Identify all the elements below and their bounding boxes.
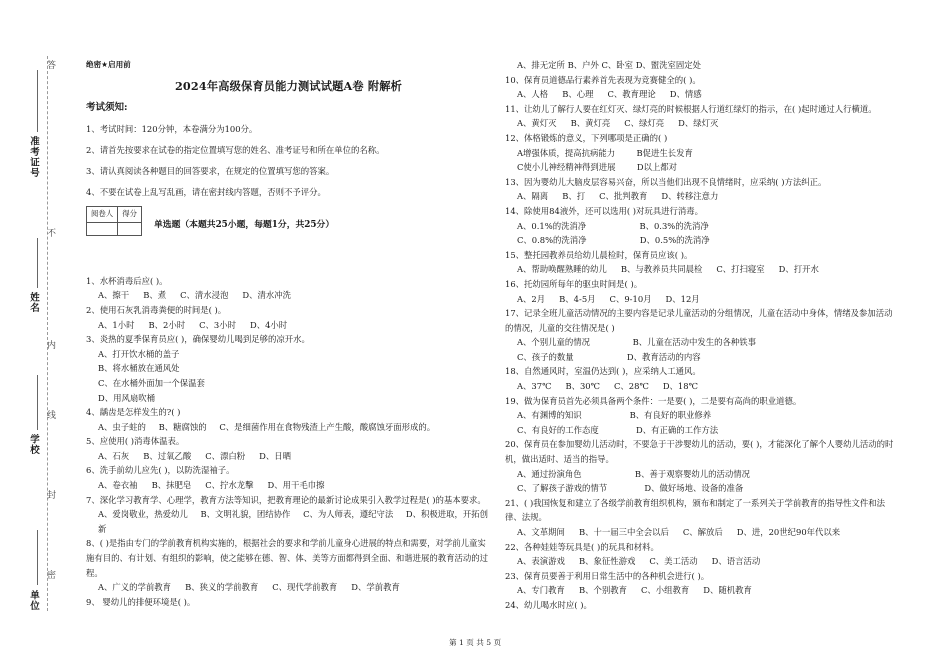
option-choice[interactable]: B、文明礼貌，团结协作: [200, 509, 291, 520]
option-choice[interactable]: A、爱岗敬业，热爱幼儿: [98, 509, 188, 520]
notice-item: 1、考试时间：120分钟，本卷满分为100分。: [86, 123, 258, 134]
option-choice[interactable]: D、12月: [665, 293, 700, 304]
option-choice[interactable]: D、日晒: [259, 450, 291, 461]
option-choice[interactable]: A、表演游戏: [517, 556, 565, 567]
question-stem: 2、使用石灰乳消毒粪便的时间是( )。: [86, 304, 227, 315]
question-stem: 4、龋齿是怎样发生的?( ): [86, 407, 181, 418]
grader-cell[interactable]: [87, 222, 118, 235]
question-stem: 9、 婴幼儿的排便环境是( )。: [86, 596, 196, 607]
option-row: [98, 288, 491, 303]
option-row: [98, 580, 491, 595]
option-choice[interactable]: B、4-5月: [559, 293, 596, 304]
question-stem: 15、整托园教养员给幼儿晨检时，保育员应该( )。: [505, 249, 693, 260]
section-title: 单选题（本题共25小题，每题1分，共25分）: [153, 220, 335, 231]
page-footer: 第 1 页 共 5 页: [448, 638, 502, 647]
option-choice[interactable]: C、漂白粉: [205, 450, 246, 461]
option-choice[interactable]: C使小儿神经精神得到进展 D以上都对: [517, 162, 678, 173]
score-table: [86, 206, 142, 236]
option-choice[interactable]: A、2月: [517, 293, 546, 304]
option-choice[interactable]: B、30℃: [565, 381, 601, 392]
option-choice[interactable]: B、2小时: [148, 319, 186, 330]
option-choice[interactable]: D、18℃: [662, 381, 698, 392]
option-choice[interactable]: C、孩子的数量 D、教育活动的内容: [517, 351, 701, 362]
score-cell[interactable]: [118, 222, 142, 235]
option-choice[interactable]: D、4小时: [250, 319, 288, 330]
option-choice[interactable]: A、虫子蛀的: [98, 421, 146, 432]
option-choice[interactable]: B、煮: [143, 290, 167, 301]
option-choice[interactable]: B、与教养员共同晨检: [620, 264, 703, 275]
notice-item: 4、不要在试卷上乱写乱画，请在密封线内答题，否则不予评分。: [86, 187, 326, 198]
secret-mark: 绝密★启用前: [86, 60, 131, 69]
option-choice[interactable]: B、象征性游戏: [578, 556, 636, 567]
seal-mark: 线: [45, 410, 55, 419]
question-stem: 1、水杯消毒后应( )。: [86, 275, 168, 286]
option-row: [517, 379, 900, 394]
option-choice[interactable]: C、现代学前教育: [272, 582, 338, 593]
unit-label: 单位: [28, 590, 39, 611]
option-choice[interactable]: B、狭义的学前教育: [185, 582, 259, 593]
option-choice[interactable]: A增强体质，提高抗病能力 B促进生长发育: [517, 147, 693, 158]
option-choice[interactable]: A、个别儿童的情况 B、儿童在活动中发生的各种铁事: [517, 337, 757, 348]
notice-heading: 考试须知:: [86, 102, 128, 114]
option-row: [98, 318, 491, 333]
option-row: [98, 420, 491, 435]
option-choice[interactable]: B、糖腐蚀的: [158, 421, 207, 432]
option-choice[interactable]: D、用风扇吹桶: [98, 392, 155, 403]
option-choice[interactable]: C、为人师表，遵纪守法: [303, 509, 394, 520]
option-choice[interactable]: C、解放后: [682, 527, 723, 537]
seal-mark: 封: [45, 490, 55, 499]
option-choice[interactable]: D、积极进取，开拓创新: [98, 509, 488, 534]
question-stem: 17、记录全班儿童活动情况的主要内容是记录儿童活动的分组情况，儿童在活动中身体，情绪及参加活动的情况，儿童的交往情况是( ): [505, 308, 893, 333]
question-stem: 19、做为保育员首先必须具备两个条件：一是要( )，二是要有高尚的职业道德。: [505, 395, 802, 406]
option-choice[interactable]: D、绿灯灭: [678, 118, 719, 129]
question-stem: 10、保育员道德品行素养首先表现为竞赛健全的( )。: [505, 74, 701, 85]
option-choice[interactable]: D、随机教育: [703, 585, 752, 596]
question-stem: 3、炎热的夏季保育员应( )，确保婴幼儿喝到足够的凉开水。: [86, 334, 310, 345]
option-choice[interactable]: D、清水冲洗: [242, 290, 291, 301]
option-choice[interactable]: D、打开水: [778, 264, 819, 275]
unit-field[interactable]: [37, 530, 38, 585]
seal-mark: 不: [45, 228, 55, 237]
option-choice[interactable]: A、0.1%的洗消净 B、0.3%的洗消净: [517, 220, 709, 231]
seal-line: [47, 56, 48, 611]
grader-label: 阅卷人: [87, 207, 118, 223]
option-choice[interactable]: A、隔离: [517, 191, 549, 202]
option-choice[interactable]: C、小组教育: [640, 585, 690, 596]
option-choice[interactable]: A、擦干: [98, 290, 130, 301]
right-column: [505, 58, 900, 613]
option-choice[interactable]: B、心理: [562, 89, 594, 100]
option-row: [517, 583, 900, 598]
question-stem: 22、各种娃娃等玩具是( )的玩具和材料。: [505, 541, 659, 552]
option-choice[interactable]: C、了解孩子游戏的情节 D、做好场地、设备的准备: [517, 483, 744, 494]
question-stem: 13、因为婴幼儿大脑皮层容易兴奋，所以当他们出现不良情绪时，应采纳( )方法纠正。: [505, 176, 827, 187]
option-choice[interactable]: B、抹肥皂: [151, 480, 192, 491]
question-stem: 23、保育员要善于利用日常生活中的各种机会进行( )。: [505, 570, 710, 581]
option-row: [517, 554, 900, 569]
option-choice[interactable]: A、1小时: [98, 319, 135, 330]
option-row: [517, 262, 900, 277]
option-choice[interactable]: A、卷衣袖: [98, 480, 138, 491]
question-stem: 6、洗手前幼儿应先( )，以防洗湿袖子。: [86, 465, 235, 476]
option-choice[interactable]: C、是细菌作用在食物残渣上产生酸，酸腐蚀牙面形成的。: [219, 421, 436, 432]
question-stem: 24、幼儿喝水时应( )。: [505, 599, 592, 610]
option-choice[interactable]: C、28℃: [614, 381, 649, 392]
option-choice[interactable]: B、过氧乙酸: [143, 450, 192, 461]
option-choice[interactable]: A、有渊博的知识 B、有良好的职业修养: [517, 410, 712, 421]
option-choice[interactable]: D、进，20世纪90年代以来: [736, 527, 841, 537]
seal-mark: 密: [45, 570, 55, 579]
option-choice[interactable]: C、美工活动: [649, 556, 698, 567]
option-choice[interactable]: C、打扫寝室: [716, 264, 765, 275]
option-choice[interactable]: A、石灰: [98, 450, 130, 461]
option-choice[interactable]: B、十一届三中全会以后: [578, 527, 669, 537]
option-choice[interactable]: A、人格: [517, 89, 549, 100]
school-field[interactable]: [37, 375, 38, 430]
question-stem: 12、体格锻炼的意义，下列哪项是正确的( ): [505, 132, 668, 143]
option-row: [517, 292, 900, 307]
option-choice[interactable]: C、拧水龙擊: [205, 480, 254, 491]
binding-margin: [0, 0, 60, 671]
option-choice[interactable]: C、绿灯亮: [624, 118, 665, 129]
question-list-right: [505, 58, 900, 613]
exam-number-field[interactable]: [37, 70, 38, 132]
option-choice[interactable]: C、清水浸泡: [180, 290, 229, 301]
option-choice[interactable]: B、黄灯亮: [570, 118, 611, 129]
option-choice[interactable]: B、打: [562, 191, 586, 202]
option-row: [98, 478, 491, 493]
seal-mark: 答: [45, 60, 55, 69]
option-choice[interactable]: D、用干毛巾擦: [267, 480, 325, 491]
option-row: [517, 116, 900, 131]
notice-item: 2、请首先按要求在试卷的指定位置填写您的姓名、准考证号和所在单位的名称。: [86, 144, 385, 155]
option-choice[interactable]: C、0.8%的洗消净 D、0.5%的洗消净: [517, 235, 710, 246]
option-choice[interactable]: A、文革期间: [517, 527, 565, 537]
option-row: [98, 507, 491, 536]
left-column: [86, 58, 491, 609]
question-stem: 21、( )我国恢复和建立了各级学前教育组织机构，颁布和制定了一系列关于学前教育的指导性文件和法律、法规。: [505, 497, 885, 523]
option-choice[interactable]: D、情感: [669, 89, 702, 100]
option-choice[interactable]: B、将水桶放在通风处: [98, 363, 180, 374]
option-choice[interactable]: D、学前教育: [351, 582, 400, 593]
question-list-left: [86, 274, 491, 610]
question-stem: 20、保育员在参加婴幼儿活动时，不要急于干涉婴幼儿的活动，要( )，才能深化了解个人婴幼儿活动的时机，做出适时、适当的指导。: [505, 439, 894, 465]
option-choice[interactable]: A、37℃: [517, 381, 552, 392]
name-label: 姓名: [28, 292, 39, 313]
option-choice[interactable]: A、帮助唤醒熟睡的幼儿: [517, 264, 607, 275]
exam-number-label: 准考证号: [28, 136, 39, 178]
page-title: 2024年高级保育员能力测试试题A卷 附解析: [174, 78, 403, 93]
option-choice[interactable]: C、在水桶外面加一个保温套: [98, 377, 205, 388]
score-label: 得分: [118, 207, 142, 223]
option-row: [98, 449, 491, 464]
option-row: [517, 87, 900, 102]
notice-list: [86, 122, 491, 200]
question-stem: 16、托幼园所每年的驱虫时间是( )。: [505, 278, 643, 289]
option-choice[interactable]: C、批判教育: [599, 191, 648, 202]
question-stem: A、排无定所 B、户外 C、卧室 D、盥洗室固定处: [517, 60, 702, 70]
option-choice[interactable]: C、9-10月: [609, 293, 652, 304]
option-choice[interactable]: D、转移注意力: [661, 191, 719, 202]
question-stem: 11、让幼儿了解行人要在红灯灭、绿灯亮的时候根据人行道红绿灯的指示，在( )起时通过人行横道。: [505, 103, 877, 114]
option-row: [517, 189, 900, 204]
option-choice[interactable]: A、打开饮水桶的盖子: [98, 348, 180, 359]
school-label: 学校: [28, 434, 39, 455]
option-row: [517, 525, 900, 540]
option-choice[interactable]: A、专门教育: [517, 585, 565, 596]
question-stem: 5、应使用( )消毒体温表。: [86, 436, 185, 447]
option-choice[interactable]: A、黄灯灭: [517, 118, 557, 129]
notice-item: 3、请认真阅读各种题目的回答要求，在规定的位置填写您的答案。: [86, 165, 335, 176]
option-choice[interactable]: A、广义的学前教育: [98, 582, 172, 593]
option-choice[interactable]: D、语言活动: [711, 556, 761, 567]
question-stem: 8、( )是指由专门的学前教育机构实施的，根据社会的要求和学前儿童身心进展的特点和需要，对学前儿童实施有目的、有计划、有组织的影响，使之能够在德、智、体、美等方面都得到全面、和谐进展的教育活动的过程。: [86, 538, 488, 578]
option-choice[interactable]: A、通过扮演角色 B、善于观察婴幼儿的活动情况: [517, 468, 750, 479]
question-stem: 18、自然通风时，室温仍达到( )，应采纳人工通风。: [505, 366, 701, 377]
score-area: [86, 206, 491, 236]
option-choice[interactable]: C、3小时: [199, 319, 236, 330]
question-stem: 14、除使用84液外，还可以选用( )对玩具进行消毒。: [505, 205, 704, 216]
option-choice[interactable]: C、教育理论: [607, 89, 656, 100]
seal-mark: 内: [45, 340, 55, 349]
option-choice[interactable]: B、个别教育: [578, 585, 627, 596]
option-choice[interactable]: C、有良好的工作态度 D、有正确的工作方法: [517, 424, 719, 435]
name-field[interactable]: [37, 238, 38, 288]
question-stem: 7、深化学习教育学、心理学，教育方法等知识，把教育理论的最新讨论成果引入教学过程是( )的基本要求。: [86, 494, 486, 505]
